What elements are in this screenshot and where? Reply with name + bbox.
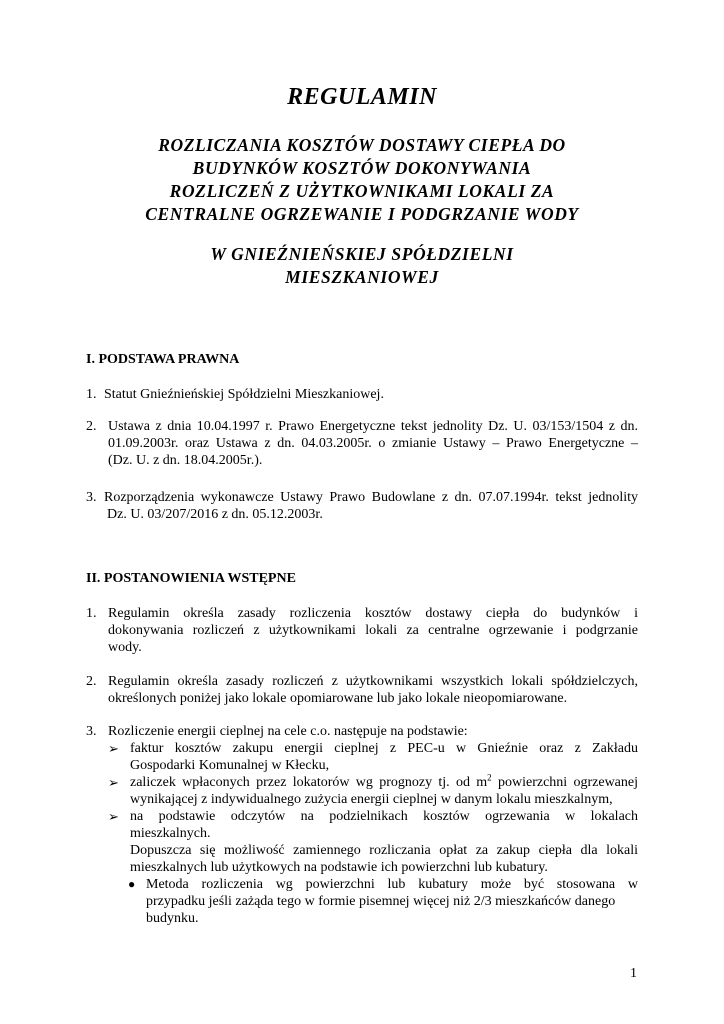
item-number: 2. <box>86 674 97 689</box>
bullet-item-text: Metoda rozliczenia wg powierzchni lub kubatury może być stosowana w przypadku jeśli zażąda tego w formie pisemnej więcej niż 2/3 mieszkańców danego budynku. <box>146 877 638 926</box>
item-text: Ustawa z dnia 10.04.1997 r. Prawo Energetyczne tekst jednolity Dz. U. 03/153/1504 z dn. 01.09.2003r. oraz Ustawa z dn. 04.03.2005r. o zmianie Ustawy – Prawo Energetyczne – (Dz. U. z dn. 18.04.2005r.). <box>108 419 638 468</box>
bullet-icon: ● <box>128 877 136 891</box>
subtitle-line: CENTRALNE OGRZEWANIE I PODGRZANIE WODY <box>145 204 579 224</box>
item-text: Rozliczenie energii cieplnej na cele c.o. następuje na podstawie: <box>108 724 468 739</box>
sub-item-text: na podstawie odczytów na podzielnikach kosztów ogrzewania w lokalach mieszkalnych. Dopuszcza się możliwość zamiennego rozliczania opłat za zakup ciepła dla lokali mieszkalnych lub użytkowych na podstawie ich powierzchni lub kubatury. <box>130 809 638 875</box>
subtitle-line: ROZLICZANIA KOSZTÓW DOSTAWY CIEPŁA DO <box>158 135 566 155</box>
document-subtitle <box>0 134 724 226</box>
arrow-icon: ➢ <box>108 775 119 790</box>
item-number: 2. <box>86 419 97 434</box>
sub-item-text: zaliczek wpłaconych przez lokatorów wg prognozy tj. od $m^2$ powierzchni ogrzewanej wynikającej z indywidualnego zużycia energii cieplnej w danym lokalu mieszkalnym, <box>130 772 638 807</box>
item-number: 3. <box>86 724 97 739</box>
subtitle-line: ROZLICZEŃ Z UŻYTKOWNIKAMI LOKALI ZA <box>169 181 555 201</box>
arrow-icon: ➢ <box>108 741 119 756</box>
subtitle-line: BUDYNKÓW KOSZTÓW DOKONYWANIA <box>192 158 532 178</box>
item-text: Regulamin określa zasady rozliczenia kosztów dostawy ciepła do budynków i dokonywania rozliczeń z użytkownikami lokali za centralne ogrzewanie i podgrzanie wody. <box>108 606 638 655</box>
item-text: Rozporządzenia wykonawcze Ustawy Prawo Budowlane z dn. 07.07.1994r. tekst jednolity Dz. U. 03/207/2016 z dn. 05.12.2003r. <box>104 490 638 522</box>
page-number: 1 <box>630 966 637 981</box>
arrow-icon: ➢ <box>108 809 119 824</box>
section-heading-preliminary-provisions: II. POSTANOWIENIA WSTĘPNE <box>86 571 296 586</box>
item-number: 1. <box>86 606 97 621</box>
cooperative-name <box>0 243 724 289</box>
document-title: REGULAMIN <box>287 84 437 110</box>
item-text: Statut Gnieźnieńskiej Spółdzielni Mieszkaniowej. <box>104 387 384 402</box>
item-number: 1. <box>86 387 97 402</box>
item-number: 3. <box>86 490 97 505</box>
cooperative-line: MIESZKANIOWEJ <box>285 267 439 287</box>
cooperative-line: W GNIEŹNIEŃSKIEJ SPÓŁDZIELNI <box>210 244 514 264</box>
item-text: Regulamin określa zasady rozliczeń z użytkownikami wszystkich lokali spółdzielczych, określonych poniżej jako lokale opomiarowane lub jako lokale nieopomiarowane. <box>108 674 638 706</box>
sub-item-text: faktur kosztów zakupu energii cieplnej z PEC-u w Gnieźnie oraz z Zakładu Gospodarki Komunalnej w Kłecku, <box>130 741 638 773</box>
section-heading-legal-basis: I. PODSTAWA PRAWNA <box>86 352 240 367</box>
